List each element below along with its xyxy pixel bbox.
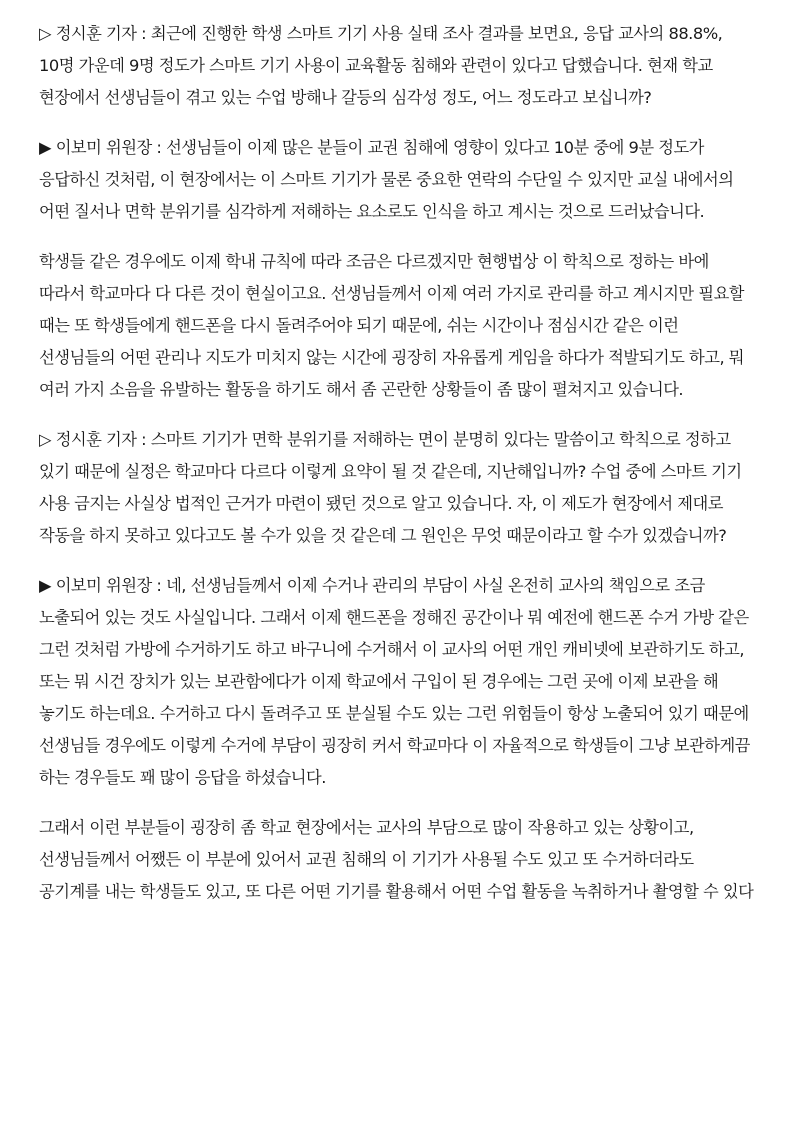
reporter-question-1: ▷ 정시훈 기자 : 최근에 진행한 학생 스마트 기기 사용 실태 조사 결과를 보면요, 응답 교사의 88.8%, 10명 가운데 9명 정도가 스마트 기기 사용이 교육활동 침해와 관련이 있다고 답했습니다. 현재 학교 현장에서 선생님들이 겪고 있는 수업 방해나 갈등의 심각성 정도, 어느 정도라고 보십니까? [39, 24, 723, 107]
chair-answer-1: ▶ 이보미 위원장 : 선생님들이 이제 많은 분들이 교권 침해에 영향이 있다고 10분 중에 9분 정도가 응답하신 것처럼, 이 현장에서는 이 스마트 기기가 물론 중요한 연락의 수단일 수 있지만 교실 내에서의 어떤 질서나 면학 분위기를 심각하게 저해하는 요소로도 인식을 하고 계시는 것으로 드러났습니다. [39, 138, 734, 221]
reporter-question-2: ▷ 정시훈 기자 : 스마트 기기가 면학 분위기를 저해하는 면이 분명히 있다는 말씀이고 학칙으로 정하고 있기 때문에 실정은 학교마다 다르다 이렇게 요약이 될 것 같은데, 지난해입니까? 수업 중에 스마트 기기 사용 금지는 사실상 법적인 근거가 마련이 됐던 것으로 알고 있습니다. 자, 이 제도가 현장에서 제대로 작동을 하지 못하고 있다고도 볼 수가 있을 것 같은데 그 원인은 무엇 때문이라고 할 수가 있겠습니까? [39, 430, 742, 545]
chair-answer-2: ▶ 이보미 위원장 : 네, 선생님들께서 이제 수거나 관리의 부담이 사실 온전히 교사의 책임으로 조금 노출되어 있는 것도 사실입니다. 그래서 이제 핸드폰을 정해진 공간이나 뭐 예전에 핸드폰 수거 가방 같은 그런 것처럼 가방에 수거하기도 하고 바구니에 수거해서 이 교사의 어떤 개인 캐비넷에 보관하기도 하고, 또는 뭐 시건 장치가 있는 보관함에다가 이제 학교에서 구입이 된 경우에는 그런 곳에 이제 보관을 해 놓기도 하는데요. 수거하고 다시 돌려주고 또 분실될 수도 있는 그런 위험들이 항상 노출되어 있기 때문에 선생님들 경우에도 이렇게 수거에 부담이 굉장히 커서 학교마다 이 자율적으로 학생들이 그냥 보관하게끔 하는 경우들도 꽤 많이 응답을 하셨습니다. [39, 576, 750, 787]
article-body [39, 18, 755, 926]
chair-answer-1-continued: 학생들 같은 경우에도 이제 학내 규칙에 따라 조금은 다르겠지만 현행법상 이 학칙으로 정하는 바에 따라서 학교마다 다 다른 것이 현실이고요. 선생님들께서 이제 여러 가지로 관리를 하고 계시지만 필요할 때는 또 학생들에게 핸드폰을 다시 돌려주어야 되기 때문에, 쉬는 시간이나 점심시간 같은 이런 선생님들의 어떤 관리나 지도가 미치지 않는 시간에 굉장히 자유롭게 게임을 하다가 적발되기도 하고, 뭐 여러 가지 소음을 유발하는 활동을 하기도 해서 좀 곤란한 상황들이 좀 많이 펼쳐지고 있습니다. [39, 252, 745, 399]
chair-answer-2-continued: 그래서 이런 부분들이 굉장히 좀 학교 현장에서는 교사의 부담으로 많이 작용하고 있는 상황이고, 선생님들께서 어쨌든 이 부분에 있어서 교권 침해의 이 기기가 사용될 수도 있고 또 수거하더라도 공기계를 내는 학생들도 있고, 또 다른 어떤 기기를 활용해서 어떤 수업 활동을 녹취하거나 촬영할 수 있다 [39, 818, 754, 901]
